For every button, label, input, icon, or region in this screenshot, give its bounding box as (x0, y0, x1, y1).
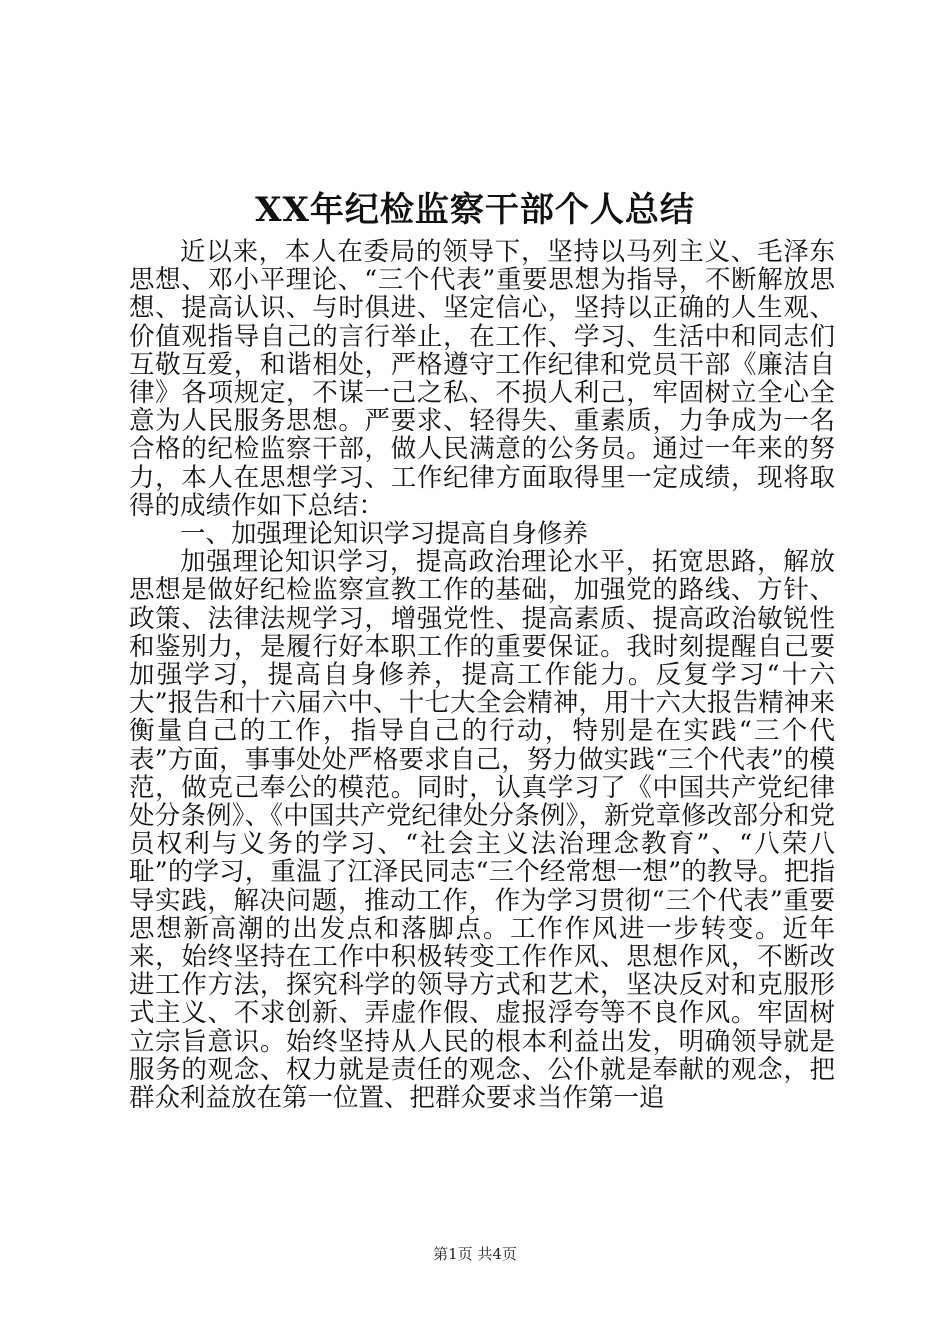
body-paragraph: 加强理论知识学习，提高政治理论水平，拓宽思路，解放思想是做好纪检监察宣教工作的基础，加强党的路线、方针、政策、法律法规学习，增强党性、提高素质、提高政治敏锐性和鉴别力，是履行好本职工作的重要保证。我时刻提醒自己要加强学习，提高自身修养，提高工作能力。反复学习“十六大”报告和十六届六中、十七大全会精神，用十六大报告精神来衡量自己的工作，指导自己的行动，特别是在实践“三个代表”方面，事事处处严格要求自己，努力做实践“三个代表”的模范，做克己奉公的模范。同时，认真学习了《中国共产党纪律处分条例》、《中国共产党纪律处分条例》，新党章修改部分和党员权利与义务的学习、“社会主义法治理念教育”、“八荣八耻”的学习，重温了江泽民同志“三个经常想一想”的教导。把指导实践，解决问题，推动工作，作为学习贯彻“三个代表”重要思想新高潮的出发点和落脚点。工作作风进一步转变。近年来，始终坚持在工作中积极转变工作作风、思想作风，不断改进工作方法，探究科学的领导方式和艺术，坚决反对和克服形式主义、不求创新、弄虚作假、虚报浮夸等不良作风。牢固树立宗旨意识。始终坚持从人民的根本利益出发，明确领导就是服务的观念、权力就是责任的观念、公仆就是奉献的观念，把群众利益放在第一位置、把群众要求当作第一追 (129, 547, 835, 1114)
document-body (129, 238, 835, 1112)
body-paragraph: 近以来，本人在委局的领导下，坚持以马列主义、毛泽东思想、邓小平理论、“三个代表”重要思想为指导，不断解放思想、提高认识、与时俱进、坚定信心，坚持以正确的人生观、价值观指导自己的言行举止，在工作、学习、生活中和同志们互敬互爱，和谐相处，严格遵守工作纪律和党员干部《廉洁自律》各项规定，不谋一己之私、不损人利己，牢固树立全心全意为人民服务思想。严要求、轻得失、重素质，力争成为一名合格的纪检监察干部，做人民满意的公务员。通过一年来的努力，本人在思想学习、工作纪律方面取得里一定成绩，现将取得的成绩作如下总结： (129, 237, 835, 521)
document-title: XX年纪检监察干部个人总结 (255, 190, 695, 230)
section-heading: 一、加强理论知识学习提高自身修养 (180, 519, 589, 550)
page-number: 第1页 共4页 (433, 1245, 517, 1263)
